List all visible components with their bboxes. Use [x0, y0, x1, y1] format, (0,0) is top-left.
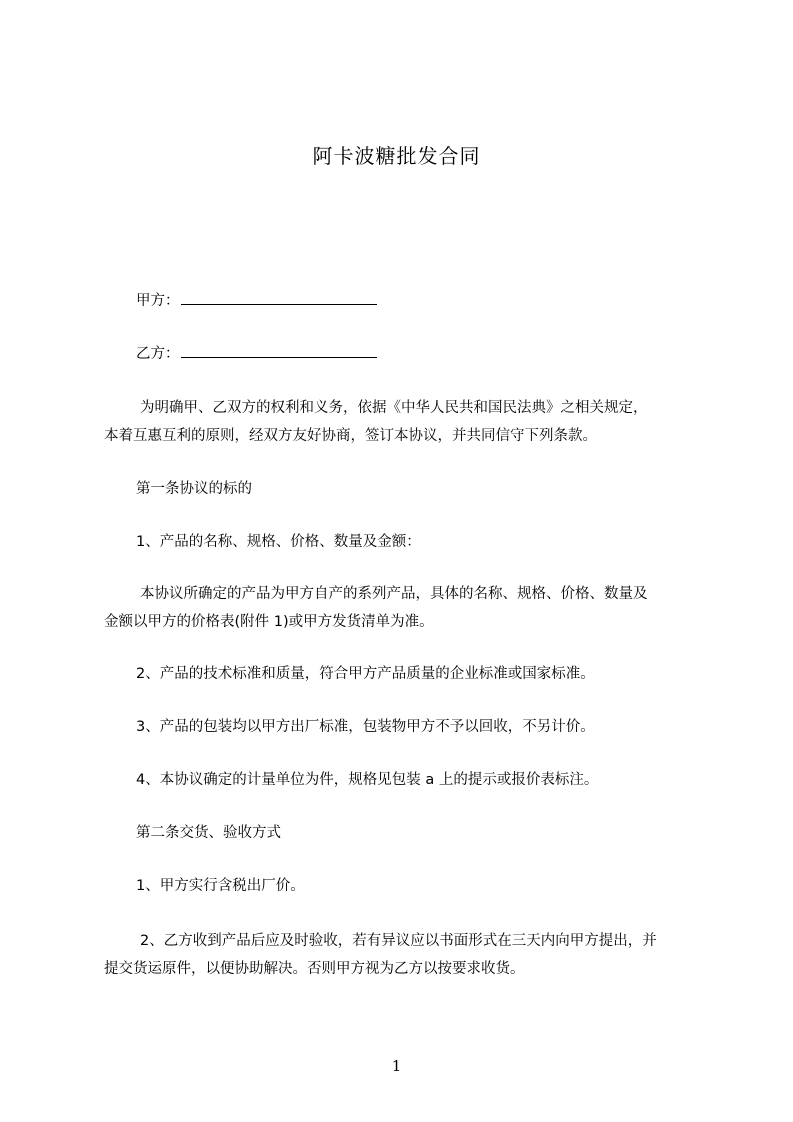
article-2-item-1: 1、甲方实行含税出厂价。 — [136, 878, 305, 894]
intro-paragraph — [104, 394, 704, 450]
article-1-item-2: 2、产品的技术标准和质量，符合甲方产品质量的企业标准或国家标准。 — [136, 666, 595, 682]
page-number: 1 — [391, 1057, 402, 1075]
article-1-item-1: 1、产品的名称、规格、价格、数量及金额： — [136, 534, 421, 550]
article-2-item-2-line-1: 2、乙方收到产品后应及时验收，若有异议应以书面形式在三天内向甲方提出，并 — [140, 933, 657, 949]
article-2-item-2-line-2: 提交货运原件，以便协助解决。否则甲方视为乙方以按要求收货。 — [104, 961, 525, 977]
article-1-item-3: 3、产品的包装均以甲方出厂标准，包装物甲方不予以回收，不另计价。 — [136, 719, 595, 735]
intro-line-2: 本着互惠互利的原则，经双方友好协商，签订本协议，并共同信守下列条款。 — [104, 428, 597, 444]
party-a-line — [136, 290, 377, 311]
party-a-blank — [181, 290, 377, 305]
party-a-label: 甲方： — [136, 293, 180, 309]
item-1-detail-line-1: 本协议所确定的产品为甲方自产的系列产品，具体的名称、规格、价格、数量及 — [140, 586, 648, 602]
article-2-heading: 第二条交货、验收方式 — [136, 825, 281, 841]
intro-line-1: 为明确甲、乙双方的权利和义务，依据《中华人民共和国民法典》之相关规定， — [140, 400, 648, 416]
article-1-heading: 第一条协议的标的 — [136, 481, 252, 497]
item-1-detail-paragraph — [104, 580, 704, 636]
party-b-line — [136, 343, 377, 364]
article-1-item-4: 4、本协议确定的计量单位为件，规格见包装 a 上的提示或报价表标注。 — [136, 772, 599, 788]
party-b-label: 乙方： — [136, 346, 180, 362]
item-1-detail-line-2: 金额以甲方的价格表(附件 1)或甲方发货清单为准。 — [104, 614, 434, 630]
document-title: 阿卡波糖批发合同 — [312, 144, 481, 168]
article-2-item-2-paragraph — [104, 927, 704, 983]
party-b-blank — [181, 343, 377, 358]
